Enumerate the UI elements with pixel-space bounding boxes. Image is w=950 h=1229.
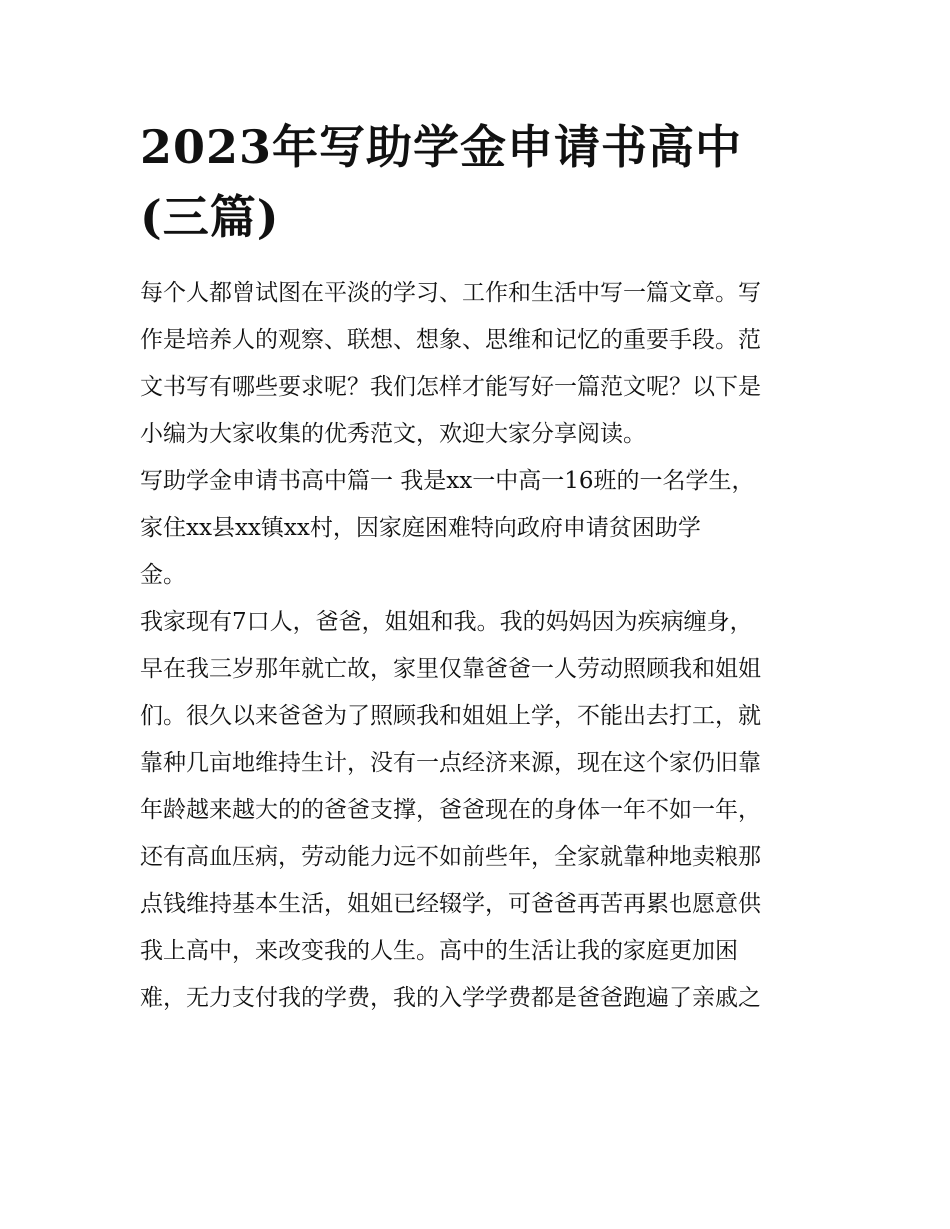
text-line: 难，无力支付我的学费，我的入学学费都是爸爸跑遍了亲戚之 (140, 985, 761, 1011)
text-line: 写助学金申请书高中篇一 我是xx一中高一16班的一名学生， (140, 468, 755, 494)
text-line: 作是培养人的观察、联想、想象、思维和记忆的重要手段。范 (140, 327, 761, 353)
title-line: (三篇) (140, 190, 280, 244)
text-line: 金。 (140, 562, 186, 588)
paragraph-self-intro (140, 458, 812, 599)
title-line: 2023年写助学金申请书高中 (140, 120, 743, 174)
text-line: 我家现有7口人，爸爸，姐姐和我。我的妈妈因为疾病缠身， (140, 609, 753, 635)
text-line: 早在我三岁那年就亡故，家里仅靠爸爸一人劳动照顾我和姐姐 (140, 656, 761, 682)
document-body (140, 270, 812, 1022)
document-title (140, 112, 780, 252)
text-line: 我上高中，来改变我的人生。高中的生活让我的家庭更加困 (140, 938, 738, 964)
text-line: 家住xx县xx镇xx村，因家庭困难特向政府申请贫困助学 (140, 515, 701, 541)
text-line: 文书写有哪些要求呢？我们怎样才能写好一篇范文呢？以下是 (140, 374, 761, 400)
document-content (140, 112, 812, 1022)
paragraph-intro (140, 270, 812, 458)
text-line: 靠种几亩地维持生计，没有一点经济来源，现在这个家仍旧靠 (140, 750, 761, 776)
text-line: 还有高血压病，劳动能力远不如前些年，全家就靠种地卖粮那 (140, 844, 761, 870)
text-line: 小编为大家收集的优秀范文，欢迎大家分享阅读。 (140, 421, 646, 447)
text-line: 年龄越来越大的的爸爸支撑，爸爸现在的身体一年不如一年， (140, 797, 761, 823)
text-line: 点钱维持基本生活，姐姐已经辍学，可爸爸再苦再累也愿意供 (140, 891, 761, 917)
paragraph-family-situation (140, 599, 812, 1022)
text-line: 们。很久以来爸爸为了照顾我和姐姐上学，不能出去打工，就 (140, 703, 761, 729)
text-line: 每个人都曾试图在平淡的学习、工作和生活中写一篇文章。写 (140, 280, 761, 306)
